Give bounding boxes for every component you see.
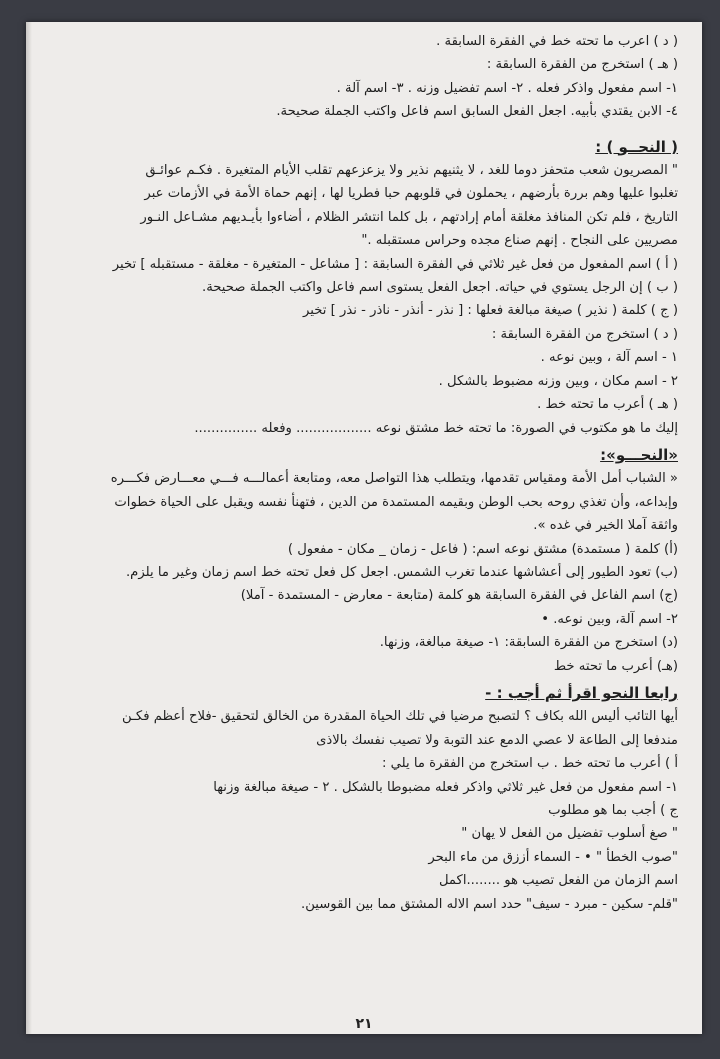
text-line: ١- اسم مفعول من فعل غير ثلاثي واذكر فعله مضبوطا بالشكل . ٢ - صيغة مبالغة وزنها xyxy=(213,779,678,795)
text-line: ( د ) اعرب ما تحته خط في الفقرة السابقة . xyxy=(436,34,678,49)
text-line: « الشباب أمل الأمة ومقياس تقدمها، ويتطلب هذا التواصل معه، ومتابعة أعمالـــه فـــي معـــارض فكـــره xyxy=(110,471,678,487)
document-page xyxy=(26,22,702,1034)
section-heading: ( النحــو ) : xyxy=(595,137,678,156)
text-line: ٢- اسم آلة، وبين نوعه. • xyxy=(541,611,678,627)
text-line: (هـ) أعرب ما تحته خط xyxy=(553,658,678,674)
text-line: ( أ ) اسم المفعول من فعل غير ثلاثي في الفقرة السابقة : [ مشاعل - المتغيرة - مغلقة - مستقبله ] تخير xyxy=(112,256,678,272)
text-line: ( ب ) إن الرجل يستوي في حياته. اجعل الفعل يستوى اسم فاعل واكتب الجملة صحيحة. xyxy=(202,280,678,296)
text-line: ٤- الابن يقتدي بأبيه. اجعل الفعل السابق اسم فاعل واكتب الجملة صحيحة. xyxy=(276,104,678,120)
text-line: مصريين على النجاح . إنهم صناع مجده وحراس مستقبله ." xyxy=(361,233,678,249)
text-line: ( د ) استخرج من الفقرة السابقة : xyxy=(491,326,678,342)
page-number: ٢١ xyxy=(355,1016,373,1032)
text-line: التاريخ ، فلم تكن المنافذ مغلقة أمام إرادتهم ، بل كلما انتشر الظلام ، أضاءوا بأيـديهم مشـاعل النـور xyxy=(140,209,678,225)
text-line: مندفعا إلى الطاعة لا عصي الدمع عند التوبة ولا تصيب نفسك بالاذى xyxy=(316,732,678,748)
text-line: ج ) أجب بما هو مطلوب xyxy=(548,803,678,818)
text-line: ( هـ ) أعرب ما تحته خط . xyxy=(537,397,678,413)
text-line: "صوب الخطأ " • - السماء أززق من ماء البحر xyxy=(428,849,678,865)
text-line: "قلم- سكين - مبرد - سيف" حدد اسم الاله المشتق مما بين القوسين. xyxy=(301,896,678,912)
text-line: ١- اسم مفعول واذكر فعله . ٢- اسم تفضيل وزنه . ٣- اسم آلة . xyxy=(336,80,678,96)
text-line: وإبداعه، وأن تغذي روحه بحب الوطن وبقيمه المستمدة من الدين ، فتهنأ نفسه ويقبل على الحياة خطوات xyxy=(114,494,678,510)
text-line: " المصريون شعب متحفز دوما للغد ، لا يثنيهم نذير ولا يزعزعهم تقلب الأيام المتغيرة . فكـم عوائـق xyxy=(145,163,678,179)
text-line: ( ج ) كلمة ( نذير ) صيغة مبالغة فعلها : [ نذر - أنذر - ناذر - نذر ] تخير xyxy=(303,303,678,319)
text-line: (ج) اسم الفاعل في الفقرة السابقة هو كلمة (متابعة - معارض - المستمدة - آملا) xyxy=(240,588,678,604)
page-content xyxy=(26,22,702,916)
text-line: إليك ما هو مكتوب في الصورة: ما تحته خط مشتق نوعه .................. وفعله ............... xyxy=(194,420,678,436)
section-heading: «النحـــو»: xyxy=(600,445,678,464)
text-line: واثقة آملا الخير في غده ». xyxy=(533,518,678,534)
text-line: " صغ أسلوب تفضيل من الفعل لا يهان " xyxy=(461,826,678,842)
text-line: تغلبوا عليها وهم بررة بأرضهم ، يحملون في قلوبهم حبا فطريا لها ، إنهم حماة الأمة في الأزمات عبر xyxy=(144,186,678,202)
text-line: أيها التائب أليس الله بكاف ؟ لتصبح مرضيا في تلك الحياة المقدرة من الخالق لتحقيق -فلاح أعظم فكـن xyxy=(122,709,678,725)
text-line: أ ) أعرب ما تحته خط . ب استخرج من الفقرة ما يلي : xyxy=(382,756,678,772)
text-line: (ب) تعود الطيور إلى أعشاشها عندما تغرب الشمس. اجعل كل فعل تحته خط اسم زمان وغير ما يلزم. xyxy=(125,564,678,580)
section-heading: رابعا النحو اقرأ ثم أجب : - xyxy=(485,683,678,702)
text-line: (د) استخرج من الفقرة السابقة: ١- صيغة مبالغة، وزنها. xyxy=(379,635,678,651)
text-line: (أ) كلمة ( مستمدة) مشتق نوعه اسم: ( فاعل - زمان _ مكان - مفعول ) xyxy=(287,541,678,557)
text-line: اسم الزمان من الفعل تصيب هو ........اكمل xyxy=(438,873,678,889)
text-line: ( هـ ) استخرج من الفقرة السابقة : xyxy=(486,57,678,73)
text-line: ١ - اسم آلة ، وبين نوعه . xyxy=(540,350,678,366)
text-line: ٢ - اسم مكان ، وبين وزنه مضبوط بالشكل . xyxy=(438,373,678,389)
page-spine-shadow xyxy=(26,22,32,1034)
